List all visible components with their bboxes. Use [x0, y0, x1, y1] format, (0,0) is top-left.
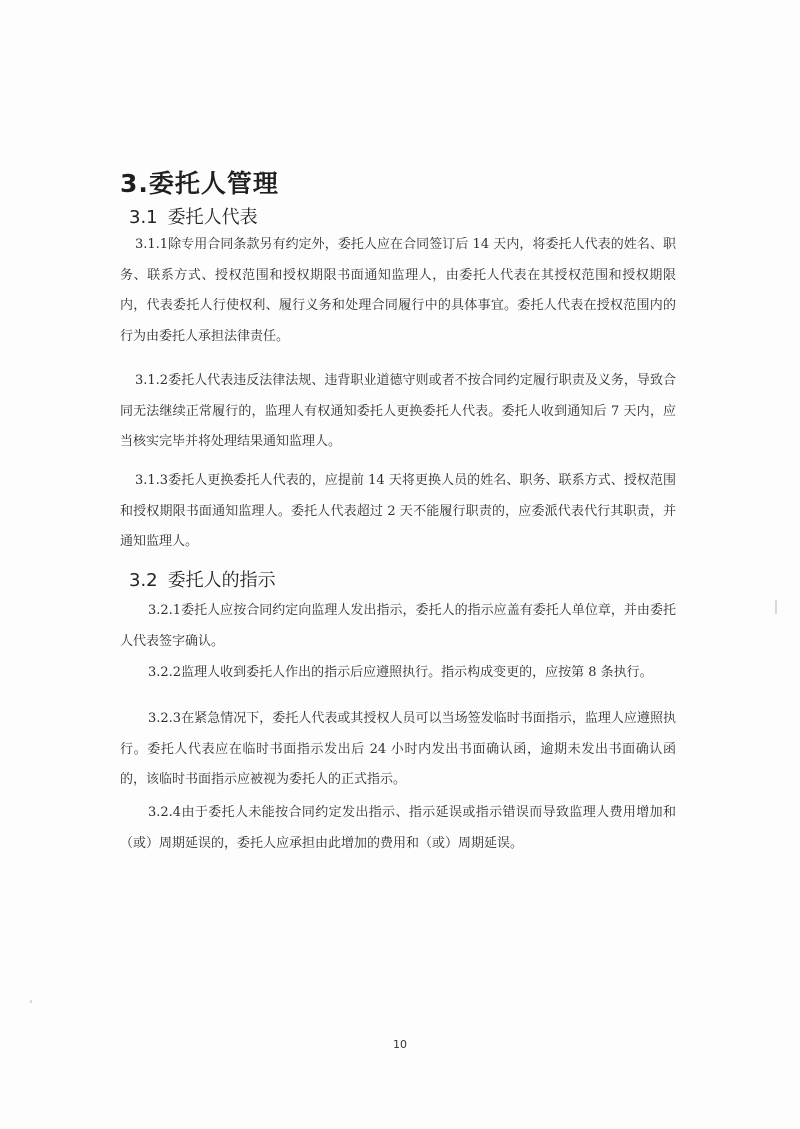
scan-artifact: [30, 1000, 32, 1003]
paragraph-3-2-3: 3.2.3在紧急情况下，委托人代表或其授权人员可以当场签发临时书面指示，监理人应遵照执行。委托人代表应在临时书面指示发出后 24 小时内发出书面确认函，逾期未发出书面确认函的，该临时书面指示应被视为委托人的正式指示。: [120, 711, 676, 788]
paragraph-3-2-2: 3.2.2监理人收到委托人作出的指示后应遵照执行。指示构成变更的，应按第 8 条执行。: [148, 665, 653, 680]
paragraph-3-1-1: 3.1.1除专用合同条款另有约定外，委托人应在合同签订后 14 天内，将委托人代表的姓名、职务、联系方式、授权范围和授权期限书面通知监理人，由委托人代表在其授权范围和授权期限内，代表委托人行使权利、履行义务和处理合同履行中的具体事宜。委托人代表在授权范围内的行为由委托人承担法律责任。: [120, 237, 676, 344]
paragraph-3-1-3: 3.1.3委托人更换委托人代表的，应提前 14 天将更换人员的姓名、职务、联系方式、授权范围和授权期限书面通知监理人。委托人代表超过 2 天不能履行职责的，应委派代表代行其职责，并通知监理人。: [120, 473, 676, 550]
paragraph-3-1-2: 3.1.2委托人代表违反法律法规、违背职业道德守则或者不按合同约定履行职责及义务，导致合同无法继续正常履行的，监理人有权通知委托人更换委托人代表。委托人收到通知后 7 天内，应当核实完毕并将处理结果通知监理人。: [120, 373, 676, 450]
paragraph-3-2-4: 3.2.4由于委托人未能按合同约定发出指示、指示延误或指示错误而导致监理人费用增加和（或）周期延误的，委托人应承担由此增加的费用和（或）周期延误。: [120, 805, 676, 851]
section-title-text: 委托人代表: [167, 207, 258, 228]
page-number: 10: [393, 1038, 407, 1051]
section-heading-3-1: [129, 203, 258, 229]
section-title-text: 委托人的指示: [167, 570, 276, 591]
scan-artifact: [775, 600, 777, 614]
section-heading-3-2: [129, 566, 276, 592]
section-number: 3.1: [129, 207, 158, 228]
chapter-title: 3.委托人管理: [120, 169, 279, 198]
paragraph-3-2-1: 3.2.1委托人应按合同约定向监理人发出指示，委托人的指示应盖有委托人单位章，并由委托人代表签字确认。: [120, 603, 676, 649]
section-number: 3.2: [129, 570, 158, 591]
